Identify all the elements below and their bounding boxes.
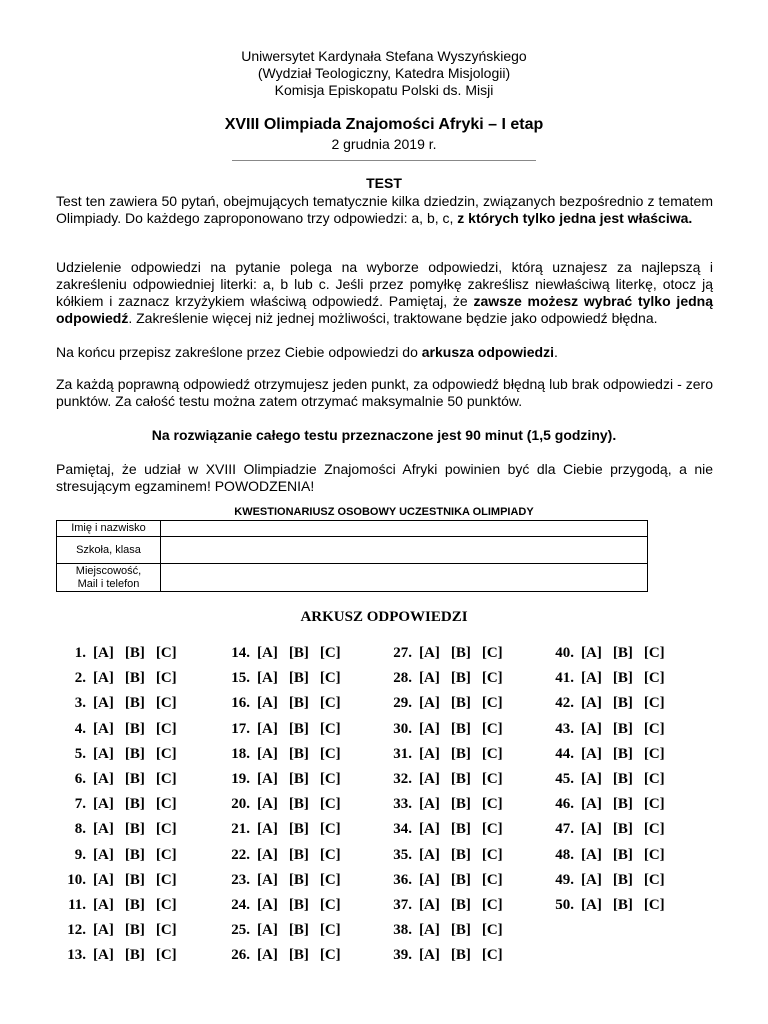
answer-option-b[interactable]: [B]: [612, 896, 633, 913]
answer-row: [548, 641, 665, 666]
question-number: 40.: [555, 645, 574, 661]
question-number: 22.: [231, 846, 250, 863]
answer-row: [224, 641, 341, 666]
answer-option-b[interactable]: [B]: [288, 770, 309, 787]
table-row: [57, 521, 648, 537]
answer-option-b[interactable]: [B]: [288, 670, 309, 687]
question-number: 43.: [555, 720, 574, 737]
time-notice: Na rozwiązanie całego testu przeznaczone jest 90 minut (1,5 godziny).: [151, 427, 617, 443]
answer-option-a[interactable]: [A]: [93, 695, 114, 712]
answer-option-b[interactable]: [B]: [288, 720, 309, 737]
answer-option-b[interactable]: [B]: [124, 770, 145, 787]
answer-option-b[interactable]: [B]: [124, 846, 145, 863]
question-number: 46.: [555, 796, 574, 813]
table-row: [57, 537, 648, 564]
question-number: 36.: [393, 871, 412, 888]
answer-option-c[interactable]: [C]: [319, 871, 341, 888]
instructions-text-end: . Zakreślenie więcej niż jednej możliwości, traktowane będzie jako odpowiedź błędna.: [128, 310, 658, 326]
answer-option-a[interactable]: [A]: [257, 745, 278, 762]
answer-option-c[interactable]: [C]: [319, 720, 341, 737]
answer-column: [386, 641, 503, 968]
answer-option-c[interactable]: [C]: [155, 947, 177, 964]
answer-option-a[interactable]: [A]: [257, 896, 278, 913]
answer-row: [60, 918, 177, 943]
answer-row: [548, 792, 665, 817]
answer-option-b[interactable]: [B]: [288, 645, 309, 661]
questionnaire-title: KWESTIONARIUSZ OSOBOWY UCZESTNIKA OLIMPIADY: [234, 506, 534, 518]
answer-row: [224, 868, 341, 893]
answer-option-a[interactable]: [A]: [93, 720, 114, 737]
answer-option-b[interactable]: [B]: [124, 745, 145, 762]
answer-option-c[interactable]: [C]: [319, 745, 341, 762]
answer-option-b[interactable]: [B]: [124, 645, 145, 661]
answer-row: [224, 943, 341, 968]
answer-option-b[interactable]: [B]: [612, 770, 633, 787]
answer-option-c[interactable]: [C]: [319, 796, 341, 813]
answer-row: [60, 943, 177, 968]
answer-option-b[interactable]: [B]: [124, 947, 145, 964]
question-number: 27.: [393, 645, 412, 661]
answer-option-c[interactable]: [C]: [481, 846, 503, 863]
question-number: 39.: [393, 947, 412, 964]
answer-option-c[interactable]: [C]: [319, 947, 341, 964]
answer-option-b[interactable]: [B]: [612, 645, 633, 661]
answer-option-b[interactable]: [B]: [612, 670, 633, 687]
answer-row: [224, 893, 341, 918]
answer-option-c[interactable]: [C]: [319, 821, 341, 838]
answer-row: [548, 893, 665, 918]
answer-option-c[interactable]: [C]: [643, 645, 665, 661]
answer-option-a[interactable]: [A]: [93, 821, 114, 838]
answer-option-c[interactable]: [C]: [155, 770, 177, 787]
question-number: 21.: [231, 821, 250, 838]
answer-row: [386, 641, 503, 666]
answer-row: [386, 943, 503, 968]
answer-option-a[interactable]: [A]: [581, 896, 602, 913]
answer-option-b[interactable]: [B]: [450, 720, 471, 737]
question-number: 14.: [231, 645, 250, 661]
answer-option-b[interactable]: [B]: [124, 695, 145, 712]
document-date: 2 grudnia 2019 r.: [331, 136, 437, 152]
answer-option-a[interactable]: [A]: [257, 947, 278, 964]
answer-row: [386, 767, 503, 792]
question-number: 7.: [74, 796, 86, 813]
answer-option-c[interactable]: [C]: [155, 871, 177, 888]
answer-row: [548, 717, 665, 742]
question-number: 5.: [74, 745, 86, 762]
answer-row: [548, 666, 665, 691]
answer-row: [60, 641, 177, 666]
answer-option-a[interactable]: [A]: [581, 670, 602, 687]
school-label: Szkoła, klasa: [57, 537, 161, 564]
answer-option-b[interactable]: [B]: [450, 745, 471, 762]
answer-option-c[interactable]: [C]: [319, 846, 341, 863]
question-number: 11.: [68, 896, 86, 913]
answer-option-a[interactable]: [A]: [257, 796, 278, 813]
answer-option-b[interactable]: [B]: [124, 922, 145, 939]
university-name: Uniwersytet Kardynała Stefana Wyszyńskiego: [241, 48, 527, 64]
answer-option-b[interactable]: [B]: [612, 846, 633, 863]
answer-row: [386, 868, 503, 893]
answer-option-c[interactable]: [C]: [155, 745, 177, 762]
question-number: 50.: [555, 896, 574, 913]
answer-option-a[interactable]: [A]: [581, 745, 602, 762]
answer-option-a[interactable]: [A]: [257, 720, 278, 737]
answer-row: [60, 792, 177, 817]
answer-option-b[interactable]: [B]: [124, 720, 145, 737]
answer-option-a[interactable]: [A]: [93, 846, 114, 863]
answer-row: [224, 918, 341, 943]
answer-option-b[interactable]: [B]: [450, 645, 471, 661]
answer-option-c[interactable]: [C]: [481, 922, 503, 939]
question-number: 47.: [555, 821, 574, 838]
answer-option-b[interactable]: [B]: [450, 695, 471, 712]
answer-option-c[interactable]: [C]: [155, 821, 177, 838]
answer-option-b[interactable]: [B]: [288, 745, 309, 762]
answer-row: [224, 742, 341, 767]
answer-option-b[interactable]: [B]: [450, 796, 471, 813]
question-number: 12.: [67, 922, 86, 939]
answer-option-c[interactable]: [C]: [481, 670, 503, 687]
answer-row: [386, 843, 503, 868]
question-number: 25.: [231, 922, 250, 939]
question-number: 15.: [231, 670, 250, 687]
answer-option-a[interactable]: [A]: [93, 745, 114, 762]
answer-option-c[interactable]: [C]: [643, 796, 665, 813]
question-number: 4.: [74, 720, 86, 737]
answer-option-c[interactable]: [C]: [319, 670, 341, 687]
answer-row: [386, 717, 503, 742]
answer-option-a[interactable]: [A]: [581, 871, 602, 888]
commission-name: Komisja Episkopatu Polski ds. Misji: [274, 82, 494, 98]
answer-option-c[interactable]: [C]: [481, 871, 503, 888]
answer-option-b[interactable]: [B]: [124, 871, 145, 888]
institution-header: [0, 48, 768, 99]
document-title: XVIII Olimpiada Znajomości Afryki – I etap: [224, 116, 544, 133]
answer-option-c[interactable]: [C]: [643, 745, 665, 762]
answer-option-b[interactable]: [B]: [612, 796, 633, 813]
question-number: 41.: [555, 670, 574, 687]
transfer-paragraph: [56, 344, 713, 361]
answer-row: [60, 767, 177, 792]
answer-row: [60, 717, 177, 742]
answer-option-a[interactable]: [A]: [419, 745, 440, 762]
answer-option-b[interactable]: [B]: [450, 922, 471, 939]
answer-option-c[interactable]: [C]: [155, 695, 177, 712]
answer-option-c[interactable]: [C]: [155, 896, 177, 913]
answer-option-a[interactable]: [A]: [419, 821, 440, 838]
answer-row: [548, 843, 665, 868]
question-number: 34.: [393, 821, 412, 838]
question-number: 28.: [393, 670, 412, 687]
answer-row: [386, 792, 503, 817]
question-number: 17.: [231, 720, 250, 737]
answer-option-a[interactable]: [A]: [93, 871, 114, 888]
answer-option-a[interactable]: [A]: [257, 871, 278, 888]
transfer-text: Na końcu przepisz zakreślone przez Ciebie odpowiedzi do: [56, 344, 422, 360]
answer-option-b[interactable]: [B]: [288, 846, 309, 863]
answer-option-c[interactable]: [C]: [643, 871, 665, 888]
questionnaire-table: [56, 520, 648, 592]
answer-option-c[interactable]: [C]: [481, 896, 503, 913]
answer-option-a[interactable]: [A]: [93, 670, 114, 687]
answer-row: [386, 893, 503, 918]
answer-option-a[interactable]: [A]: [581, 695, 602, 712]
question-number: 44.: [555, 745, 574, 762]
answer-option-b[interactable]: [B]: [124, 821, 145, 838]
answer-option-b[interactable]: [B]: [450, 947, 471, 964]
question-number: 30.: [393, 720, 412, 737]
answer-option-c[interactable]: [C]: [319, 896, 341, 913]
intro-text: Test ten zawiera 50 pytań, obejmujących tematycznie kilka dziedzin, związanych bezpośrednio z tematem Olimpiady. Do każdego zaproponowano trzy odpowiedzi: a, b, c,: [56, 193, 713, 226]
answer-option-a[interactable]: [A]: [419, 922, 440, 939]
answer-option-a[interactable]: [A]: [581, 720, 602, 737]
answer-option-c[interactable]: [C]: [319, 645, 341, 661]
answer-row: [548, 691, 665, 716]
answer-option-c[interactable]: [C]: [643, 821, 665, 838]
answer-option-b[interactable]: [B]: [124, 896, 145, 913]
question-number: 31.: [393, 745, 412, 762]
answer-option-a[interactable]: [A]: [257, 821, 278, 838]
answer-row: [224, 666, 341, 691]
answer-row: [60, 742, 177, 767]
answer-option-a[interactable]: [A]: [581, 645, 602, 661]
closing-paragraph: Pamiętaj, że udział w XVIII Olimpiadzie Znajomości Afryki powinien być dla Ciebie przygodą, a nie stresującym egzaminem! POWODZENIA!: [56, 461, 713, 494]
city-label: Miejscowość,: [75, 564, 142, 577]
answer-option-b[interactable]: [B]: [288, 896, 309, 913]
contact-field[interactable]: [161, 564, 648, 592]
question-number: 35.: [393, 846, 412, 863]
answer-option-a[interactable]: [A]: [257, 670, 278, 687]
answer-option-c[interactable]: [C]: [481, 745, 503, 762]
answer-option-a[interactable]: [A]: [257, 645, 278, 661]
intro-paragraph: [56, 193, 713, 227]
question-number: 48.: [555, 846, 574, 863]
question-number: 32.: [393, 770, 412, 787]
test-heading: TEST: [366, 175, 402, 191]
instructions-text: Udzielenie odpowiedzi na pytanie polega na wyborze odpowiedzi, którą uznajesz za najlepszą i zakreśleniu odpowiedniej literki: a, b lub c. Jeśli przez pomyłkę zakreślisz niewłaściwą literkę, otocz ją kółkiem i zaznacz krzyżykiem właściwą odpowiedź. Pamiętaj, że: [56, 259, 713, 309]
answer-option-c[interactable]: [C]: [643, 695, 665, 712]
answer-option-b[interactable]: [B]: [288, 922, 309, 939]
faculty-name: (Wydział Teologiczny, Katedra Misjologii): [257, 65, 511, 81]
answer-option-c[interactable]: [C]: [155, 670, 177, 687]
table-row: [57, 564, 648, 592]
answer-option-b[interactable]: [B]: [450, 896, 471, 913]
answer-row: [548, 742, 665, 767]
answer-option-a[interactable]: [A]: [419, 670, 440, 687]
answer-option-a[interactable]: [A]: [257, 695, 278, 712]
answer-sheet-grid: [0, 641, 768, 981]
answer-option-a[interactable]: [A]: [419, 846, 440, 863]
question-number: 1.: [74, 645, 86, 661]
question-number: 29.: [393, 695, 412, 712]
question-number: 45.: [555, 770, 574, 787]
question-number: 3.: [74, 695, 86, 712]
answer-option-c[interactable]: [C]: [481, 796, 503, 813]
answer-option-c[interactable]: [C]: [155, 796, 177, 813]
answer-option-b[interactable]: [B]: [450, 770, 471, 787]
answer-option-b[interactable]: [B]: [612, 871, 633, 888]
answer-option-a[interactable]: [A]: [419, 896, 440, 913]
answer-option-a[interactable]: [A]: [93, 645, 114, 661]
answer-option-a[interactable]: [A]: [257, 846, 278, 863]
answer-row: [60, 691, 177, 716]
answer-option-b[interactable]: [B]: [288, 796, 309, 813]
answer-option-c[interactable]: [C]: [643, 896, 665, 913]
answer-option-a[interactable]: [A]: [419, 796, 440, 813]
question-number: 33.: [393, 796, 412, 813]
question-number: 6.: [74, 770, 86, 787]
answer-option-a[interactable]: [A]: [419, 871, 440, 888]
answer-option-b[interactable]: [B]: [288, 821, 309, 838]
answer-option-c[interactable]: [C]: [481, 947, 503, 964]
question-number: 2.: [74, 670, 86, 687]
answer-option-c[interactable]: [C]: [155, 720, 177, 737]
answer-sheet-title: ARKUSZ ODPOWIEDZI: [300, 609, 468, 625]
answer-option-c[interactable]: [C]: [643, 846, 665, 863]
answer-option-a[interactable]: [A]: [581, 821, 602, 838]
answer-option-b[interactable]: [B]: [612, 745, 633, 762]
answer-option-a[interactable]: [A]: [93, 896, 114, 913]
answer-option-b[interactable]: [B]: [288, 871, 309, 888]
answer-option-c[interactable]: [C]: [319, 922, 341, 939]
answer-option-b[interactable]: [B]: [612, 695, 633, 712]
answer-option-b[interactable]: [B]: [288, 947, 309, 964]
answer-row: [548, 817, 665, 842]
question-number: 13.: [67, 947, 86, 964]
answer-option-a[interactable]: [A]: [93, 922, 114, 939]
answer-row: [60, 817, 177, 842]
answer-option-b[interactable]: [B]: [612, 821, 633, 838]
scoring-paragraph: Za każdą poprawną odpowiedź otrzymujesz jeden punkt, za odpowiedź błędną lub brak odpowiedzi - zero punktów. Za całość testu można zatem otrzymać maksymalnie 50 punktów.: [56, 376, 713, 409]
answer-option-b[interactable]: [B]: [124, 670, 145, 687]
answer-row: [224, 691, 341, 716]
answer-option-a[interactable]: [A]: [419, 947, 440, 964]
question-number: 49.: [555, 871, 574, 888]
question-number: 24.: [231, 896, 250, 913]
answer-option-c[interactable]: [C]: [155, 846, 177, 863]
answer-option-b[interactable]: [B]: [450, 670, 471, 687]
answer-row: [60, 666, 177, 691]
answer-option-b[interactable]: [B]: [450, 846, 471, 863]
transfer-text-end: .: [554, 344, 558, 360]
answer-row: [548, 868, 665, 893]
answer-option-c[interactable]: [C]: [643, 670, 665, 687]
answer-row: [386, 691, 503, 716]
intro-bold: z których tylko jedna jest właściwa.: [457, 210, 693, 226]
question-number: 38.: [393, 922, 412, 939]
name-label: Imię i nazwisko: [57, 521, 161, 537]
answer-row: [224, 717, 341, 742]
answer-option-c[interactable]: [C]: [481, 645, 503, 661]
answer-option-a[interactable]: [A]: [419, 695, 440, 712]
question-number: 18.: [231, 745, 250, 762]
question-number: 19.: [231, 770, 250, 787]
answer-option-c[interactable]: [C]: [481, 720, 503, 737]
answer-row: [60, 868, 177, 893]
answer-option-a[interactable]: [A]: [581, 770, 602, 787]
question-number: 9.: [74, 846, 86, 863]
answer-row: [386, 817, 503, 842]
answer-option-a[interactable]: [A]: [581, 846, 602, 863]
answer-option-c[interactable]: [C]: [481, 695, 503, 712]
answer-option-a[interactable]: [A]: [93, 947, 114, 964]
answer-row: [60, 843, 177, 868]
answer-option-b[interactable]: [B]: [612, 720, 633, 737]
answer-row: [60, 893, 177, 918]
answer-row: [386, 666, 503, 691]
answer-row: [224, 792, 341, 817]
answer-option-a[interactable]: [A]: [581, 796, 602, 813]
question-number: 8.: [74, 821, 86, 838]
answer-row: [386, 918, 503, 943]
question-number: 16.: [231, 695, 250, 712]
answer-option-c[interactable]: [C]: [319, 695, 341, 712]
answer-row: [224, 843, 341, 868]
answer-option-c[interactable]: [C]: [643, 770, 665, 787]
answer-option-a[interactable]: [A]: [419, 720, 440, 737]
answer-option-b[interactable]: [B]: [124, 796, 145, 813]
answer-option-a[interactable]: [A]: [93, 796, 114, 813]
mail-phone-label: Mail i telefon: [77, 577, 140, 590]
answer-option-a[interactable]: [A]: [419, 770, 440, 787]
school-field[interactable]: [161, 537, 648, 564]
answer-option-b[interactable]: [B]: [450, 821, 471, 838]
answer-option-a[interactable]: [A]: [257, 770, 278, 787]
question-number: 26.: [231, 947, 250, 964]
answer-option-c[interactable]: [C]: [643, 720, 665, 737]
answer-option-a[interactable]: [A]: [93, 770, 114, 787]
transfer-bold: arkusza odpowiedzi: [421, 344, 554, 360]
answer-row: [548, 767, 665, 792]
instructions-paragraph: [56, 259, 713, 327]
question-number: 23.: [231, 871, 250, 888]
answer-option-a[interactable]: [A]: [419, 645, 440, 661]
answer-option-c[interactable]: [C]: [481, 821, 503, 838]
answer-column: [60, 641, 177, 968]
question-number: 10.: [67, 871, 86, 888]
answer-option-b[interactable]: [B]: [288, 695, 309, 712]
answer-row: [224, 767, 341, 792]
question-number: 20.: [231, 796, 250, 813]
answer-column: [548, 641, 665, 918]
answer-row: [386, 742, 503, 767]
answer-option-c[interactable]: [C]: [155, 922, 177, 939]
answer-option-a[interactable]: [A]: [257, 922, 278, 939]
name-field[interactable]: [161, 521, 648, 537]
answer-option-c[interactable]: [C]: [319, 770, 341, 787]
answer-option-b[interactable]: [B]: [450, 871, 471, 888]
question-number: 42.: [555, 695, 574, 712]
answer-row: [224, 817, 341, 842]
contact-label: [57, 564, 161, 592]
answer-option-c[interactable]: [C]: [481, 770, 503, 787]
divider: [232, 160, 536, 161]
answer-column: [224, 641, 341, 968]
question-number: 37.: [393, 896, 412, 913]
answer-option-c[interactable]: [C]: [155, 645, 177, 661]
instructions-bold: zawsze możesz wybrać tylko jedną odpowiedź: [56, 293, 713, 326]
